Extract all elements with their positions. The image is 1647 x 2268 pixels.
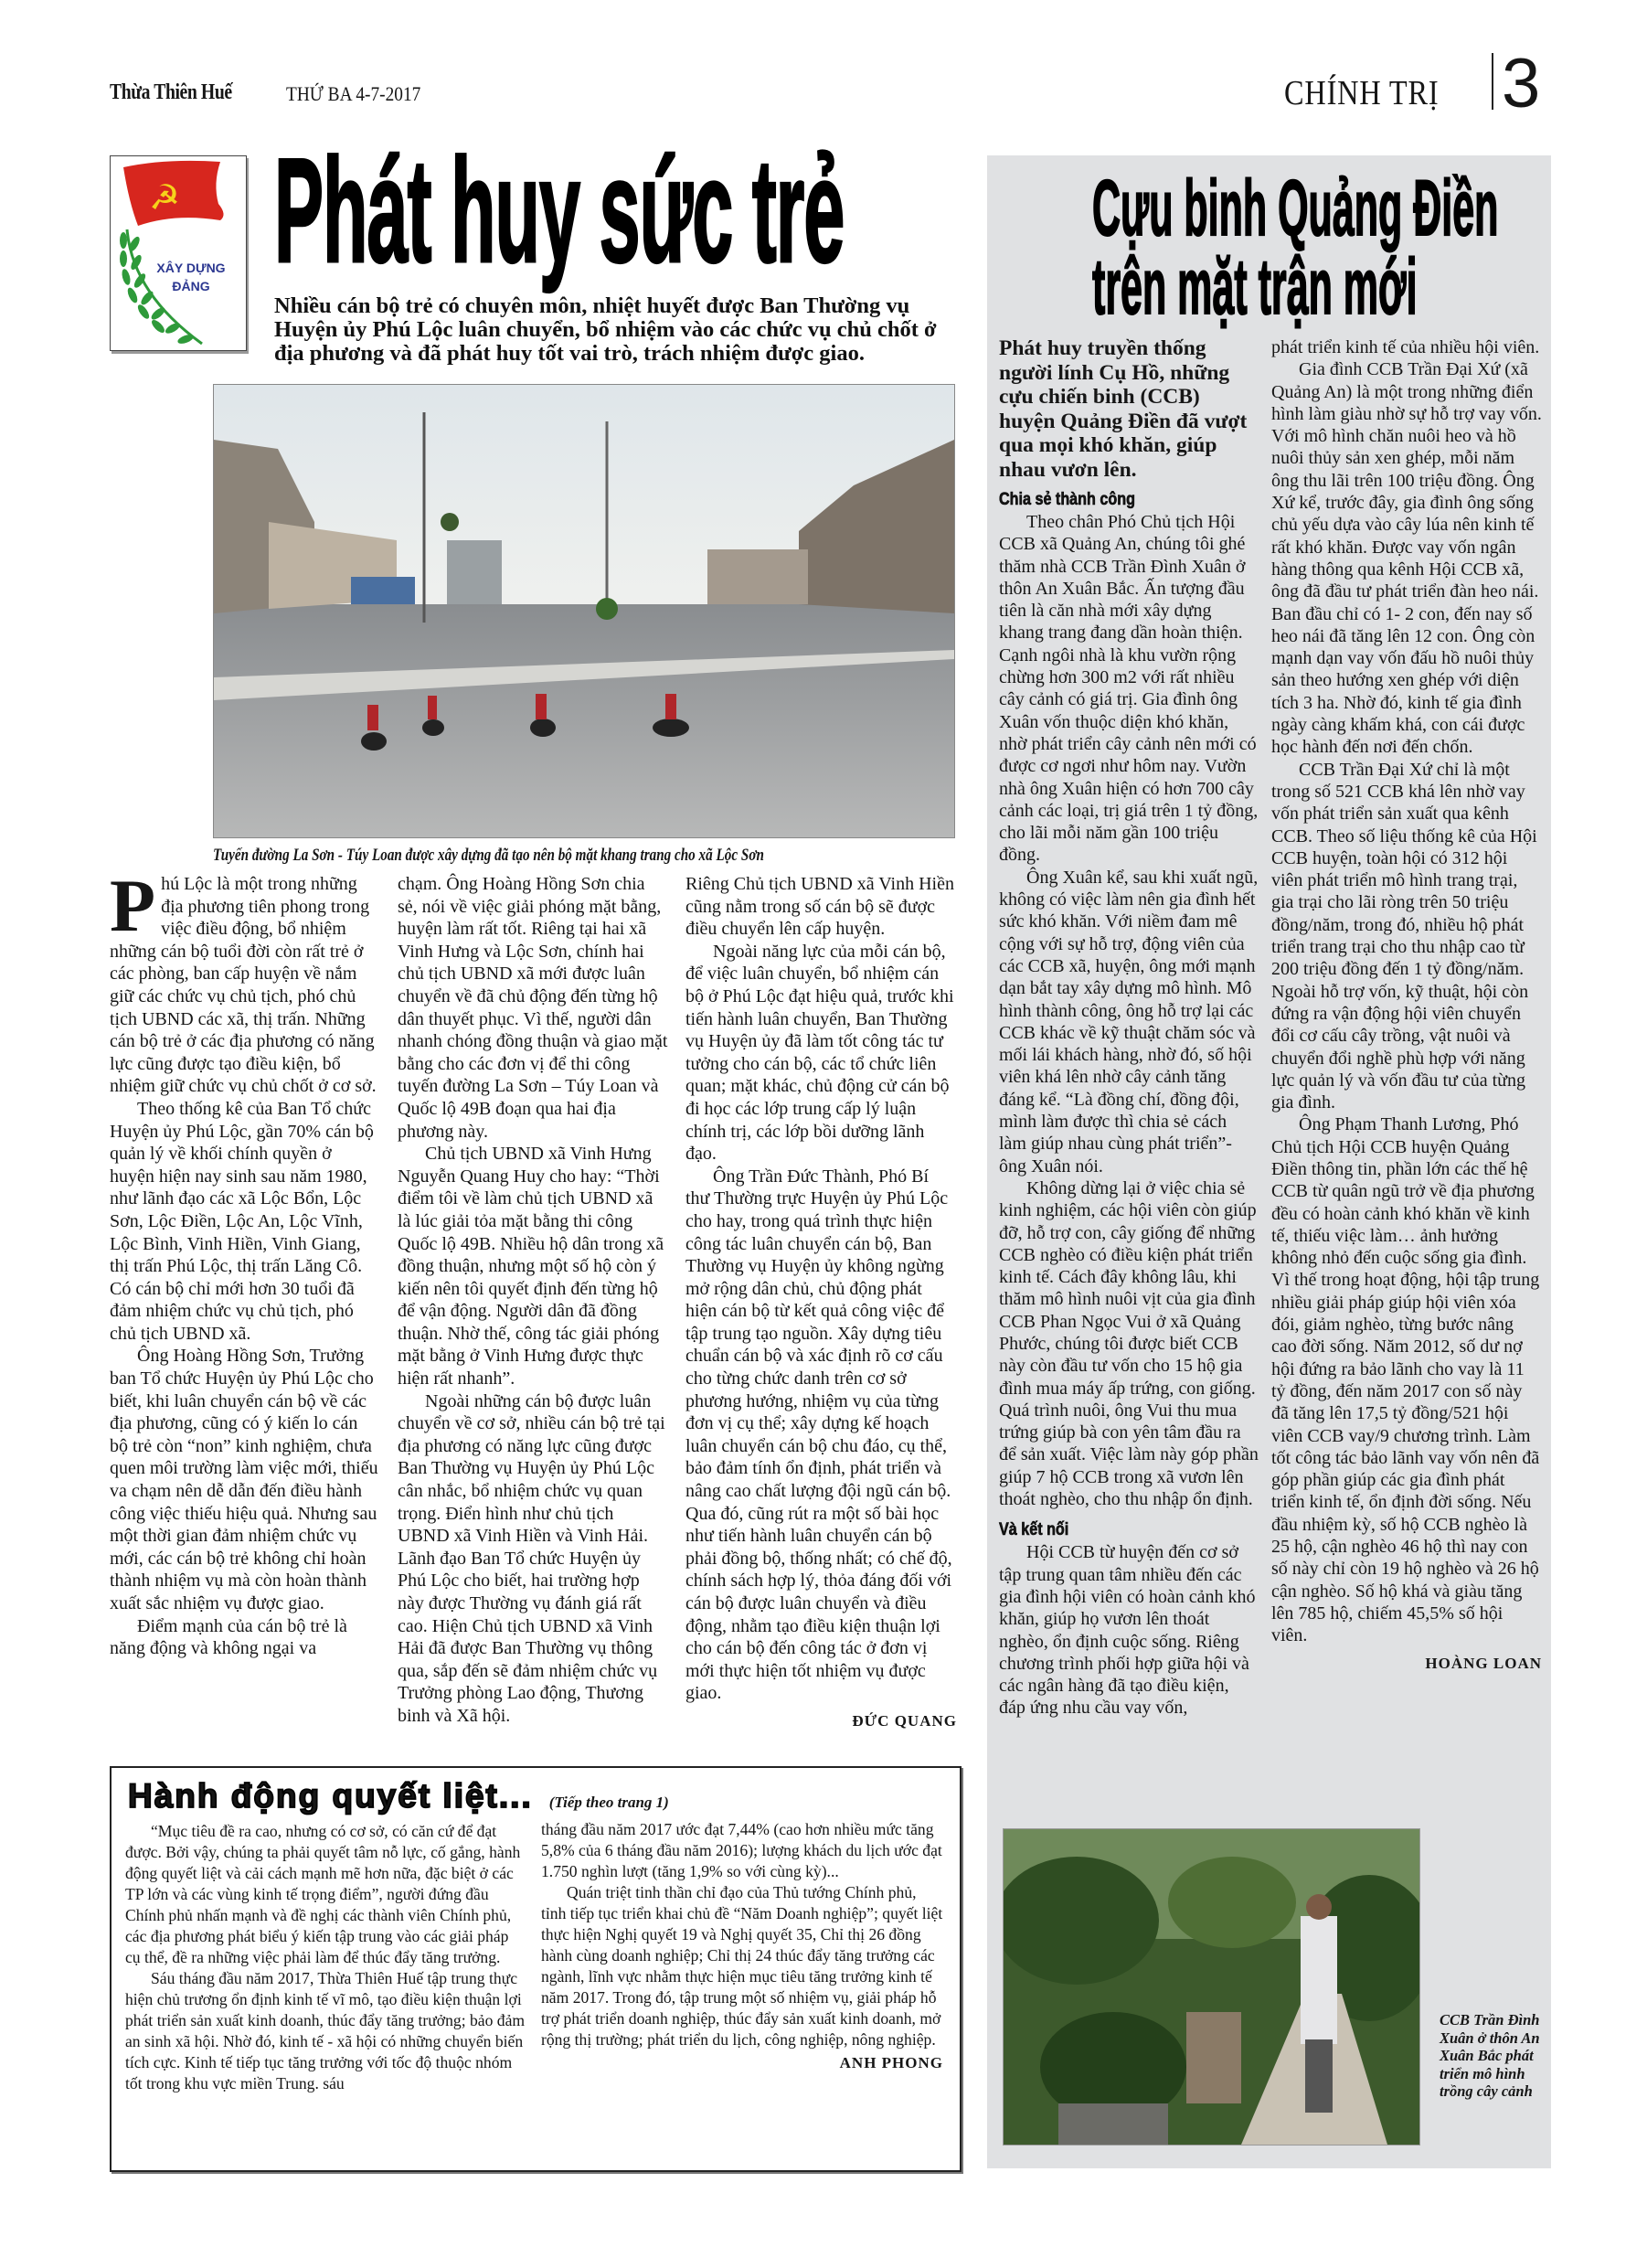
paragraph-text: Ông Trần Đức Thành, Phó Bí thư Thường trực Huyện ủy Phú Lộc cho hay, trong quá trình thực hiện công tác luân chuyển cán bộ, Ban Thường vụ Huyện ủy không ngừng mở rộng dân chủ, chủ động phát hiện cán bộ từ kết quả công việc để tập trung tạo nguồn. Xây dựng tiêu chuẩn cán bộ và xác định rõ cơ cấu cho từng chức danh trên cơ sở phương hướng, nhiệm vụ của từng đơn vị cụ thể; xây dựng kế hoạch luân chuyển cán bộ chu đáo, cụ thể, bảo đảm tính ổn định, phát triển và nâng cao chất lượng đội ngũ cán bộ. Qua đó, cũng rút ra một số bài học như tiến hành luân chuyển cán bộ phải đồng bộ, thống nhất; có chế độ, chính sách hợp lý, thỏa đáng đối với cán bộ được luân chuyển và điều động, nhằm tạo điều kiện thuận lợi cho cán bộ đến công tác ở đơn vị mới thực hiện tốt nhiệm vụ được giao. <box>685 1166 952 1704</box>
paragraph <box>685 1166 957 1705</box>
page-number: 3 <box>1502 45 1541 122</box>
column-paragraphs <box>541 1819 943 2050</box>
subheading: Và kết nối <box>999 1520 1069 1540</box>
paragraph <box>398 1143 669 1390</box>
paragraph: Theo chân Phó Chủ tịch Hội CCB xã Quảng An, chúng tôi ghé thăm nhà CCB Trần Đình Xuân ở thôn An Xuân Bắc. Ấn tượng đầu tiên là căn nhà mới xây dựng khang trang đang dần hoàn thiện. Cạnh ngôi nhà là khu vườn rộng chừng hơn 300 m2 với rất nhiều cây cảnh có giá trị. Gia đình ông Xuân vốn thuộc diện khó khăn, nhờ phát triển cây cảnh nên mới có được cơ ngơi như hôm nay. Vườn nhà ông Xuân hiện có hơn 700 cây cảnh các loại, trị giá trên 1 tỷ đồng, cho lãi mỗi năm gần 100 triệu đồng. <box>999 512 1259 866</box>
paragraph: Ông Xuân kể, sau khi xuất ngũ, không có việc làm nên gia đình hết sức khó khăn. Với niềm đam mê cộng với sự hỗ trợ, động viên của các CCB xã, huyện, ông mới mạnh dạn bắt tay xây dựng mô hình. Mô hình thành công, ông hỗ trợ lại các CCB khác về kỹ thuật chăm sóc và mối lái khách hàng, nhờ đó, số hội viên khá lên nhờ cây cảnh tăng đáng kể. “Là đồng chí, đồng đội, mình làm được thì chia sẻ cách làm giúp nhau cùng phát triển”- ông Xuân nói. <box>999 867 1259 1177</box>
paragraph <box>125 1968 526 2094</box>
logo-text-line2: ĐẢNG <box>172 279 210 293</box>
sidebar-headline <box>1092 165 1499 331</box>
article1-column-3 <box>685 873 957 1733</box>
paragraph: CCB Trần Đại Xứ chỉ là một trong số 521 CCB khá lên nhờ vay vốn phát triển sản xuất qua kênh CCB. Theo số liệu thống kê của Hội CCB huyện, toàn hội có 312 hội viên phát triển mô hình trang trại, gia trại cho lãi ròng trên 50 triệu đồng/năm, trong đó, nhiều hộ phát triển trang trại cho thu nhập cao từ 200 triệu đồng đến 1 tỷ đồng/năm. Ngoài hỗ trợ vốn, kỹ thuật, hội còn đứng ra vận động hội viên chuyển đổi cơ cấu cây trồng, vật nuôi và chuyển đổi nghề phù hợp với năng lực quản lý và vốn đầu tư của từng gia đình. <box>1271 759 1537 1113</box>
continued-from-label: (Tiếp theo trang 1) <box>548 1794 669 1811</box>
street-photo <box>213 384 955 838</box>
sidebar-headline-line1: Cựu binh Quảng Điền <box>1092 165 1499 252</box>
column-paragraphs <box>398 873 669 1728</box>
sidebar-headline-line2: trên mặt trận mới <box>1092 243 1418 331</box>
column-paragraphs <box>125 1821 526 2094</box>
logo-text-line1: XÂY DỰNG <box>156 261 226 275</box>
svg-text:☭: ☭ <box>149 177 181 218</box>
paragraph <box>685 941 957 1166</box>
party-flag-icon <box>111 156 246 350</box>
paragraph-text: Ngoài những cán bộ được luân chuyển về cơ sở, nhiều cán bộ trẻ tại địa phương có năng lực cũng được Ban Thường vụ Huyện ủy Phú Lộc cân nhắc, bổ nhiệm chức vụ quan trọng. Điển hình như chủ tịch UBND xã Vinh Hiền và Vinh Hải. Lãnh đạo Ban Tổ chức Huyện ủy Phú Lộc cho biết, hai trường hợp này được Thường vụ đánh giá rất cao. Hiện Chủ tịch UBND xã Vinh Hải đã được Ban Thường vụ thông qua, sắp đến sẽ đảm nhiệm chức vụ Trưởng phòng Lao động, Thương binh và Xã hội. <box>398 1390 665 1726</box>
article3-byline: ANH PHONG <box>839 2054 943 2071</box>
column-paragraphs <box>1271 336 1542 1647</box>
paragraph-text: chạm. Ông Hoàng Hồng Sơn chia sẻ, nói về việc giải phóng mặt bằng, huyện làm rất tốt. Riêng tại hai xã Vinh Hưng và Lộc Sơn, chính hai chủ tịch UBND xã mới được luân chuyển về đã chủ động đến từng hộ dân thuyết phục. Vì thế, người dân nhanh chóng đồng thuận và giao mặt bằng cho các đơn vị để thi công tuyến đường La Sơn – Túy Loan và Quốc lộ 49B đoạn qua hai địa phương này. <box>398 874 668 1142</box>
article1-column-2 <box>398 873 669 1728</box>
article3-column-1 <box>125 1821 526 2094</box>
paragraph <box>110 1615 379 1660</box>
paragraph <box>125 1821 526 1968</box>
paragraph: Không dừng lại ở việc chia sẻ kinh nghiệm, các hội viên còn giúp đỡ, hỗ trợ con, cây giống để những CCB nghèo có điều kiện phát triển kinh tế. Cách đây không lâu, khi thăm mô hình nuôi vịt của gia đình CCB Phan Ngọc Vui ở xã Quảng Phước, chúng tôi được biết CCB này còn đầu tư vốn cho 15 hộ gia đình mua máy ấp trứng, con giống. Quá trình nuôi, ông Vui thu mua trứng giúp bà con yên tâm đầu ra để sản xuất. Việc làm này góp phần giúp 7 hộ CCB trong xã vươn lên thoát nghèo, cho thu nhập ổn định. <box>999 1177 1259 1510</box>
paragraph-text: Riêng Chủ tịch UBND xã Vinh Hiền cũng nằm trong số cán bộ sẽ được điều chuyển lên cấp huyện. <box>685 874 954 940</box>
article-deck: Nhiều cán bộ trẻ có chuyên môn, nhiệt huyết được Ban Thường vụ Huyện ủy Phú Lộc luân chuyển, bổ nhiệm vào các chức vụ chủ chốt ở địa phương và đã phát huy tốt vai trò, trách nhiệm được giao. <box>274 293 937 366</box>
sidebar-photo-caption: CCB Trần Đình Xuân ở thôn An Xuân Bắc phát triển mô hình trồng cây cảnh <box>1440 2011 1540 2100</box>
paragraph <box>398 1390 669 1728</box>
continued-article-headline: Hành động quyết liệt... <box>128 1777 533 1815</box>
continued-article-header <box>128 1778 669 1815</box>
subheading: Chia sẻ thành công <box>999 490 1135 509</box>
paragraph: Hội CCB từ huyện đến cơ sở tập trung quan tâm nhiều đến các gia đình hội viên có hoàn cảnh khó khăn, giúp họ vươn lên thoát nghèo, ổn định cuộc sống. Riêng chương trình phối hợp giữa hội và các ngân hàng đã tạo điều kiện, đáp ứng nhu cầu vay vốn, <box>999 1542 1256 1719</box>
paragraph-text: Sáu tháng đầu năm 2017, Thừa Thiên Huế tập trung thực hiện chủ trương ổn định kinh tế vĩ mô, tạo điều kiện thuận lợi phát triển sản xuất kinh doanh, thúc đẩy tăng trưởng; bảo đảm an sinh xã hội. Nhờ đó, kinh tế - xã hội có những chuyển biến tích cực. Kinh tế tiếp tục tăng trưởng với tốc độ thuộc nhóm tốt trong khu vực miền Trung. sáu <box>125 1969 526 2092</box>
article1-byline: ĐỨC QUANG <box>852 1711 957 1730</box>
paragraph <box>110 1098 379 1346</box>
column-paragraphs <box>685 873 957 1705</box>
header-divider <box>1492 53 1493 110</box>
issue-date: THỨ BA 4-7-2017 <box>286 82 421 105</box>
paragraph <box>541 1882 943 2050</box>
article-lead: Phát huy truyền thống người lính Cụ Hồ, những cựu chiến binh (CCB) huyện Quảng Điền đã vượt qua mọi khó khăn, giúp nhau vươn lên. <box>999 336 1248 482</box>
paragraph-text: hú Lộc là một trong những địa phương tiên phong trong việc điều động, bổ nhiệm những cán bộ tuổi đời còn rất trẻ ở các phòng, ban cấp huyện về nắm giữ các chức vụ chủ tịch, phó chủ tịch UBND các xã, thị trấn. Những cán bộ trẻ ở các địa phương có năng lực cũng được tạo điều kiện, bổ nhiệm giữ chức vụ chủ chốt ở cơ sở. <box>110 874 377 1097</box>
paragraph-text: Quán triệt tinh thần chỉ đạo của Thủ tướng Chính phủ, tỉnh tiếp tục triển khai chủ đề “Năm Doanh nghiệp”; quyết liệt thực hiện Nghị quyết 19 và Nghị quyết 35, Chỉ thị 26 đồng hành cùng doanh nghiệp; Chỉ thị 24 thúc đẩy tăng trưởng các ngành, lĩnh vực nhằm thực hiện mục tiêu tăng trưởng kinh tế năm 2017. Trong đó, tập trung một số nhiệm vụ, giải pháp hỗ trợ phát triển doanh nghiệp, thúc đẩy sản xuất kinh doanh, mở rộng thị trường; phát triển du lịch, công nghiệp, nông nghiệp. <box>541 1883 943 2049</box>
column-paragraphs <box>110 864 379 1660</box>
article2-column-1 <box>999 336 1259 1720</box>
paragraph-text: tháng đầu năm 2017 ước đạt 7,44% (cao hơn nhiều mức tăng 5,8% của 6 tháng đầu năm 2016); lượng khách du lịch ước đạt 1.750 nghìn lượt (tăng 1,9% so với cùng kỳ)... <box>541 1820 942 1880</box>
paragraph-text: Điểm mạnh của cán bộ trẻ là năng động và không ngại va <box>110 1615 347 1659</box>
paragraph: phát triển kinh tế của nhiều hội viên. <box>1271 337 1540 357</box>
paragraph: Gia đình CCB Trần Đại Xứ (xã Quảng An) là một trong những điển hình làm giàu nhờ sự hỗ trợ vay vốn. Với mô hình chăn nuôi heo và hồ nuôi thủy sản xen ghép, mỗi năm ông thu lãi trên 100 triệu đồng. Ông Xứ kể, trước đây, gia đình ông sống chủ yếu dựa vào cây lúa nên kinh tế rất khó khăn. Được vay vốn ngân hàng thông qua kênh Hội CCB xã, ông đã đầu tư phát triển đàn heo nái. Ban đầu chỉ có 1- 2 con, đến nay số heo nái đã tăng lên 12 con. Ông còn mạnh dạn vay vốn đấu hồ nuôi thủy sản theo hướng xen ghép với diện tích 3 ha. Nhờ đó, kinh tế gia đình ngày càng khấm khá, con cái được học hành đến nơi đến chốn. <box>1271 359 1542 758</box>
article3-column-2 <box>541 1819 943 2073</box>
paragraph-text: Chủ tịch UBND xã Vinh Hưng Nguyễn Quang Huy cho hay: “Thời điểm tôi về làm chủ tịch UBND xã là lúc giải tỏa mặt bằng thi công Quốc lộ 49B. Nhiều hộ dân trong xã đồng thuận, nhưng một số hộ còn ý kiến nên tôi quyết định đến từng hộ để vận động. Người dân đã đồng thuận. Nhờ thế, công tác giải phóng mặt bằng ở Vinh Hưng được thực hiện rất nhanh”. <box>398 1144 664 1390</box>
bonsai-garden-photo <box>1003 1828 1420 2146</box>
paragraph <box>398 873 669 1143</box>
paragraph-text: Theo thống kê của Ban Tổ chức Huyện ủy Phú Lộc, gần 70% cán bộ quản lý về khối chính quyền ở huyện hiện nay sinh sau năm 1980, như lãnh đạo các xã Lộc Bổn, Lộc Sơn, Lộc Điền, Lộc An, Lộc Vĩnh, Lộc Bình, Vinh Hiền, Vinh Giang, thị trấn Phú Lộc, thị trấn Lăng Cô. Có cán bộ chỉ mới hơn 30 tuổi đã đảm nhiệm chức vụ chủ tịch, phó chủ tịch UBND xã. <box>110 1098 374 1344</box>
column-paragraphs <box>999 336 1259 1720</box>
paragraph-text: Ngoài năng lực của mỗi cán bộ, để việc luân chuyển, bổ nhiệm cán bộ ở Phú Lộc đạt hiệu quả, trước khi tiến hành luân chuyển, Ban Thường vụ Huyện ủy đã làm tốt công tác tư tưởng cho cán bộ, các tổ chức liên quan; mặt khác, chủ động cử cán bộ đi học các lớp trung cấp lý luận chính trị, các lớp bồi dưỡng lãnh đạo. <box>685 941 954 1165</box>
article2-byline: HOÀNG LOAN <box>1425 1654 1542 1672</box>
photo-caption: Tuyến đường La Sơn - Túy Loan được xây dựng đã tạo nên bộ mặt khang trang cho xã Lộc Sơn <box>213 847 764 865</box>
paragraph <box>541 1819 943 1882</box>
masthead: Thừa Thiên Huế <box>110 80 232 104</box>
paragraph <box>685 873 957 941</box>
article-headline: Phát huy sức trẻ <box>274 128 845 293</box>
paragraph-text: Ông Hoàng Hồng Sơn, Trưởng ban Tổ chức Huyện ủy Phú Lộc cho biết, khi luân chuyển cán bộ về các địa phương, cũng có ý kiến lo cán bộ trẻ còn “non” kinh nghiệm, chưa quen môi trường làm việc mới, thiếu va chạm nên dễ dẫn đến điều hành công việc thiếu hiệu quả. Nhưng sau một thời gian đảm nhiệm chức vụ mới, các cán bộ trẻ không chỉ hoàn thành nhiệm vụ mà còn hoàn thành xuất sắc nhiệm vụ được giao. <box>110 1346 378 1613</box>
xay-dung-dang-logo <box>110 155 247 351</box>
section-title: CHÍNH TRỊ <box>1284 74 1440 112</box>
article1-column-1 <box>110 864 379 1660</box>
article2-column-2 <box>1271 336 1542 1675</box>
paragraph <box>110 1345 379 1614</box>
paragraph: Ông Phạm Thanh Lương, Phó Chủ tịch Hội CCB huyện Quảng Điền thông tin, phần lớn các thế hệ CCB từ quân ngũ trở về địa phương đều có hoàn cảnh khó khăn về kinh tế, thiếu việc làm… ảnh hưởng không nhỏ đến cuộc sống gia đình. Vì thế trong hoạt động, hội tập trung nhiều giải pháp giúp hội viên xóa đói, giảm nghèo, từng bước nâng cao đời sống. Năm 2012, số dư nợ hội đứng ra bảo lãnh cho vay là 11 tỷ đồng, đến năm 2017 con số này đã tăng lên 17,5 tỷ đồng/521 hội viên CCB vay/9 chương trình. Làm tốt công tác bảo lãnh vay vốn nên đã góp phần giúp các gia đình phát triển kinh tế, ổn định đời sống. Nếu đầu nhiệm kỳ, số hộ CCB nghèo là 25 hộ, cận nghèo 46 hộ thì nay con số này chỉ còn 19 hộ nghèo và 26 hộ cận nghèo. Số hộ khá và giàu tăng lên 785 hộ, chiếm 45,5% số hội viên. <box>1271 1114 1540 1646</box>
drop-cap: P <box>110 864 156 947</box>
paragraph <box>110 864 379 1098</box>
paragraph-text: “Mục tiêu đề ra cao, nhưng có cơ sở, có căn cứ để đạt được. Bởi vậy, chúng ta phải quyết tâm nỗ lực, cố gắng, hành động quyết liệt và cải cách mạnh mẽ hơn nữa, đặc biệt ở các TP lớn và các vùng kinh tế trọng điểm”, người đứng đầu Chính phủ nhấn mạnh và đề nghị các thành viên Chính phủ, các địa phương phát biểu ý kiến tập trung vào các giải pháp cụ thể, đề ra những việc phải làm để thúc đẩy tăng trưởng. <box>125 1822 521 1966</box>
